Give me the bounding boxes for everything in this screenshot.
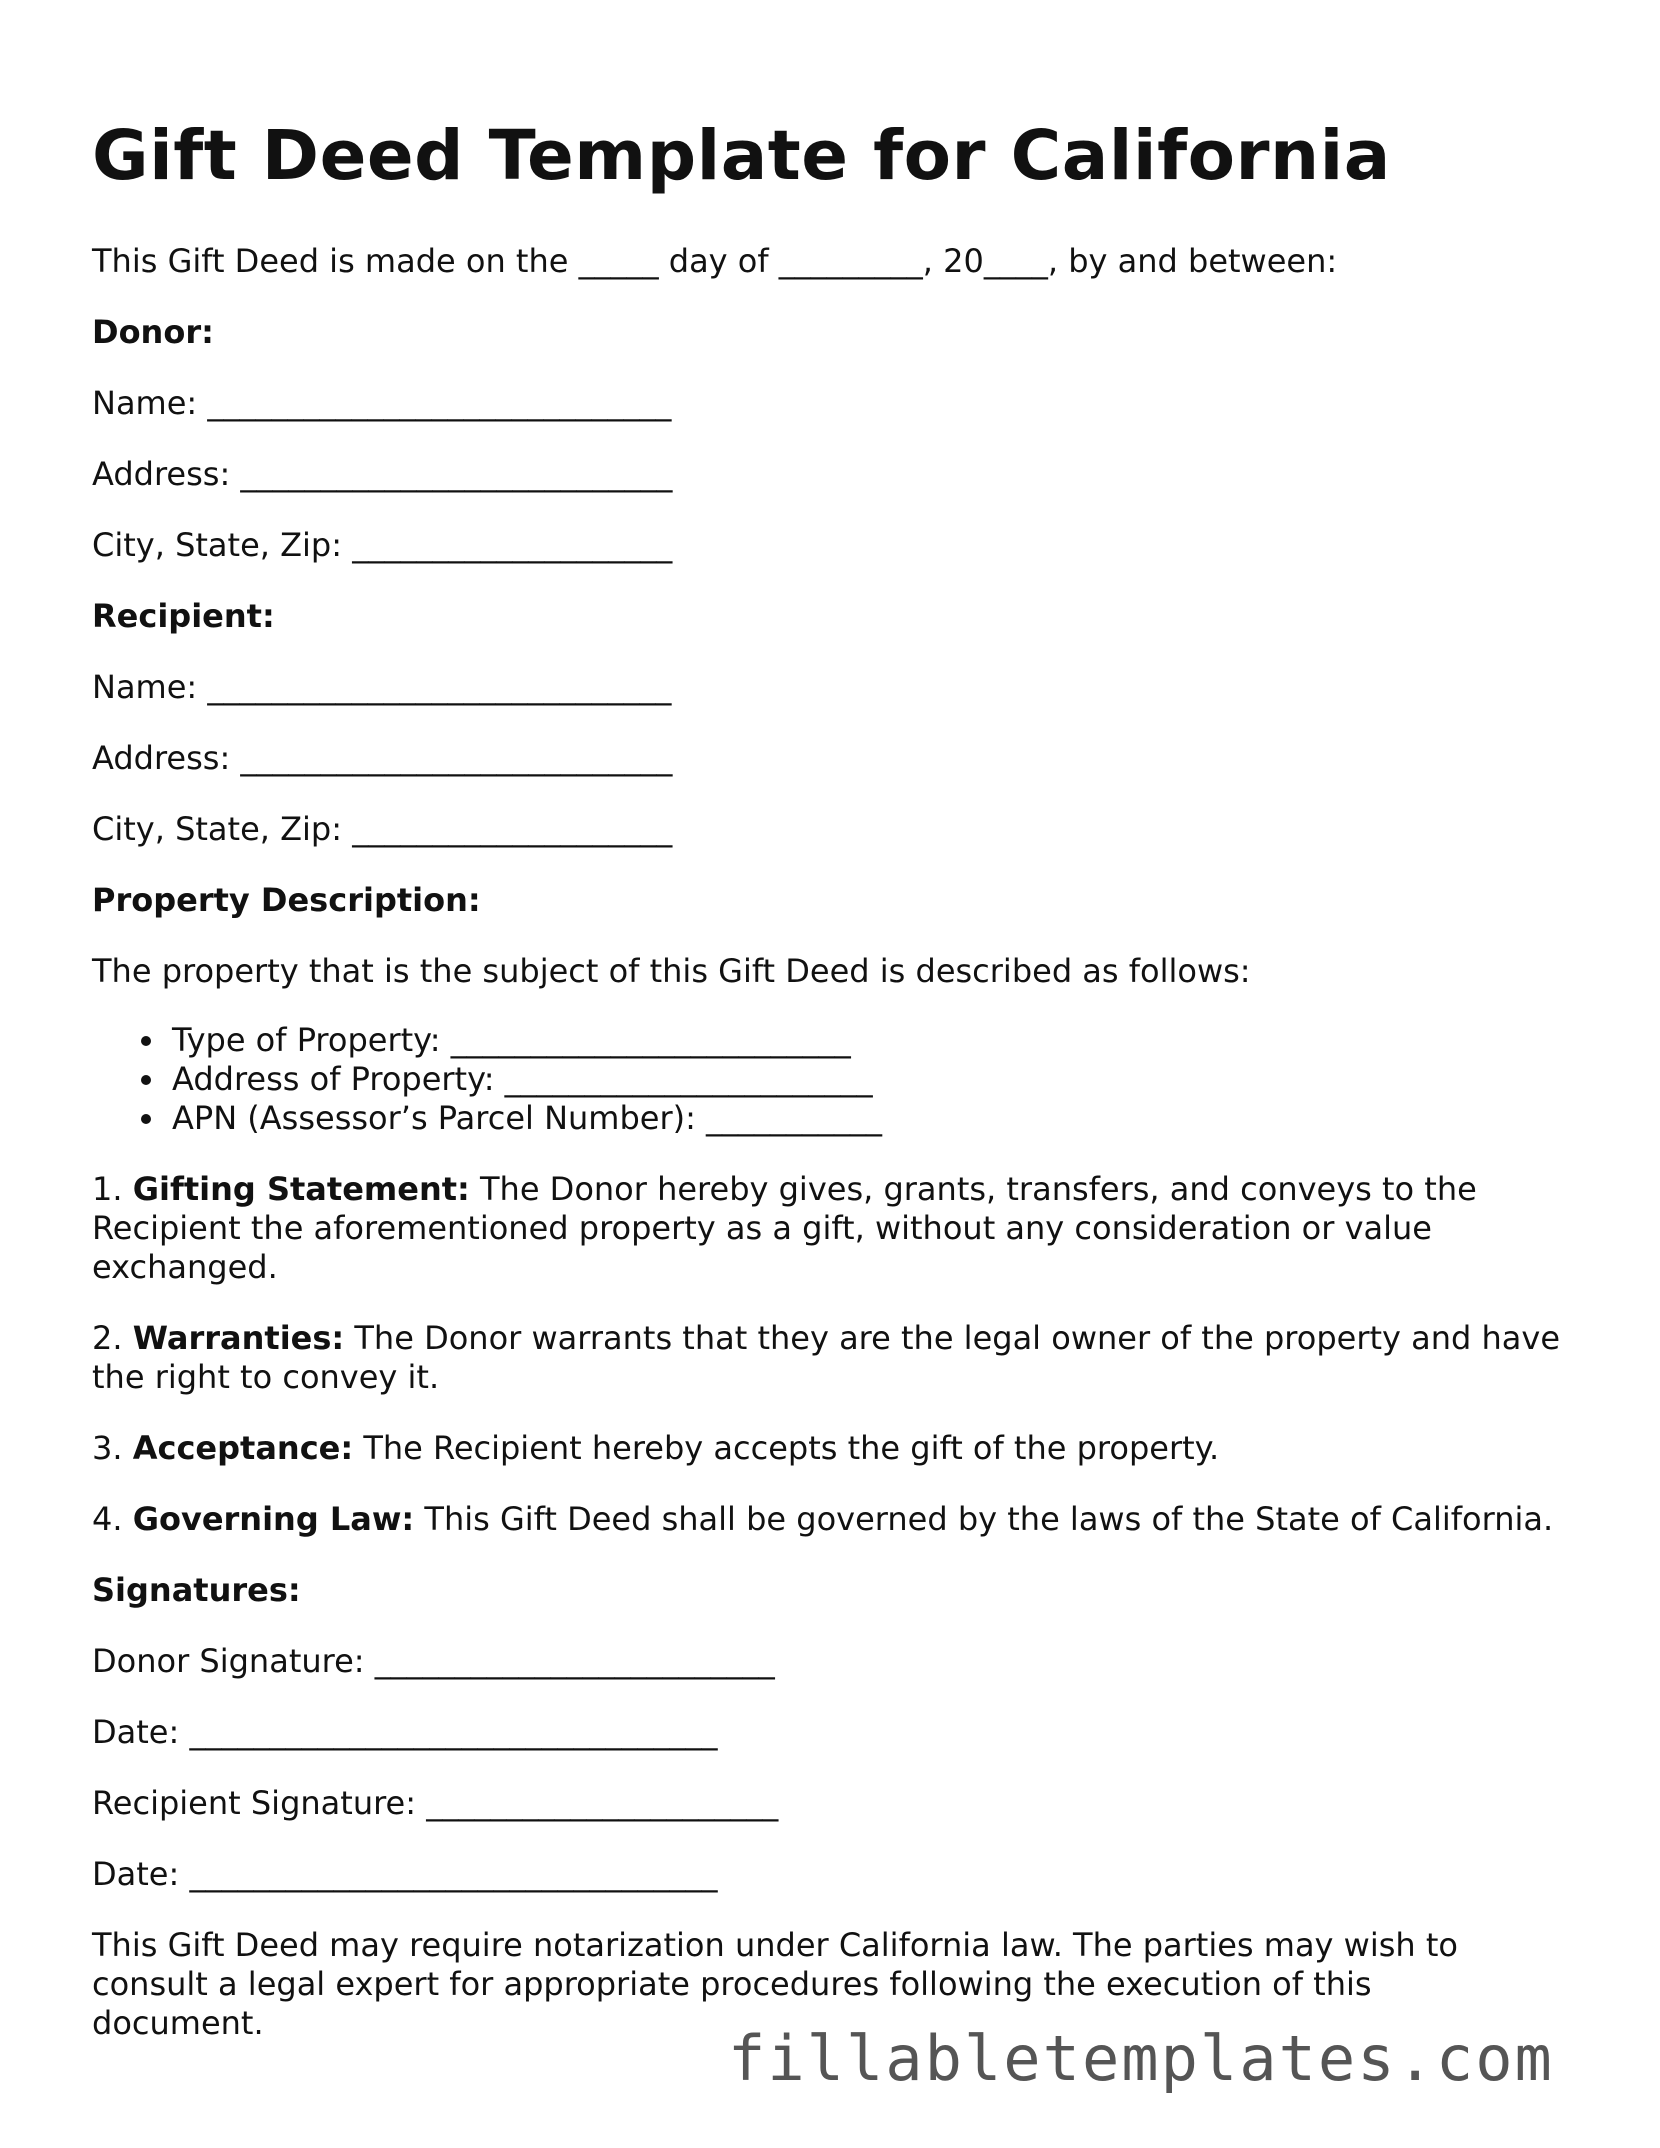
donor-name-field: Name: _____________________________ bbox=[92, 384, 672, 422]
term-text: The Donor warrants that they are the legal owner of the property and have the right to convey it. bbox=[92, 1319, 1561, 1396]
term-label: Warranties: bbox=[132, 1319, 345, 1357]
intro-paragraph: This Gift Deed is made on the _____ day of _________, 20____, by and between: bbox=[92, 242, 1338, 280]
term-text: This Gift Deed shall be governed by the laws of the State of California. bbox=[424, 1500, 1554, 1538]
term-label: Gifting Statement: bbox=[132, 1170, 470, 1208]
property-apn-item: APN (Assessor’s Parcel Number): ___________ bbox=[172, 1099, 1572, 1138]
recipient-heading: Recipient: bbox=[92, 597, 275, 635]
term-governing-law bbox=[92, 1500, 1572, 1539]
property-type-item: Type of Property: _________________________ bbox=[172, 1021, 1572, 1060]
term-number: 3. bbox=[92, 1429, 123, 1467]
notarization-note: This Gift Deed may require notarization under California law. The parties may wish to consult a legal expert for appropriate procedures following the execution of this document. bbox=[92, 1926, 1458, 2042]
term-number: 1. bbox=[92, 1170, 123, 1208]
recipient-date-field: Date: _________________________________ bbox=[92, 1855, 718, 1893]
donor-address-field: Address: ___________________________ bbox=[92, 455, 673, 493]
term-label: Governing Law: bbox=[132, 1500, 415, 1538]
site-watermark: fillabletemplates.com bbox=[728, 2022, 1554, 2095]
property-intro: The property that is the subject of this Gift Deed is described as follows: bbox=[92, 952, 1251, 990]
property-heading: Property Description: bbox=[92, 881, 481, 919]
property-list bbox=[92, 1021, 1572, 1138]
term-text: The Donor hereby gives, grants, transfers, and conveys to the Recipient the aforementioned property as a gift, without any consideration or value exchanged. bbox=[92, 1170, 1477, 1286]
document-page bbox=[92, 116, 1572, 2075]
recipient-city-field: City, State, Zip: ____________________ bbox=[92, 810, 673, 848]
signatures-heading: Signatures: bbox=[92, 1571, 301, 1609]
document-title: Gift Deed Template for California bbox=[92, 116, 1391, 196]
term-acceptance bbox=[92, 1429, 1572, 1468]
recipient-address-field: Address: ___________________________ bbox=[92, 739, 673, 777]
donor-signature-field: Donor Signature: _________________________ bbox=[92, 1642, 775, 1680]
donor-heading: Donor: bbox=[92, 313, 214, 351]
donor-city-field: City, State, Zip: ____________________ bbox=[92, 526, 673, 564]
donor-date-field: Date: _________________________________ bbox=[92, 1713, 718, 1751]
term-warranties bbox=[92, 1319, 1572, 1397]
term-number: 4. bbox=[92, 1500, 123, 1538]
term-text: The Recipient hereby accepts the gift of the property. bbox=[363, 1429, 1220, 1467]
term-label: Acceptance: bbox=[132, 1429, 354, 1467]
property-address-item: Address of Property: _______________________ bbox=[172, 1060, 1572, 1099]
recipient-name-field: Name: _____________________________ bbox=[92, 668, 672, 706]
recipient-signature-field: Recipient Signature: ______________________ bbox=[92, 1784, 779, 1822]
term-gifting-statement bbox=[92, 1170, 1572, 1287]
term-number: 2. bbox=[92, 1319, 123, 1357]
